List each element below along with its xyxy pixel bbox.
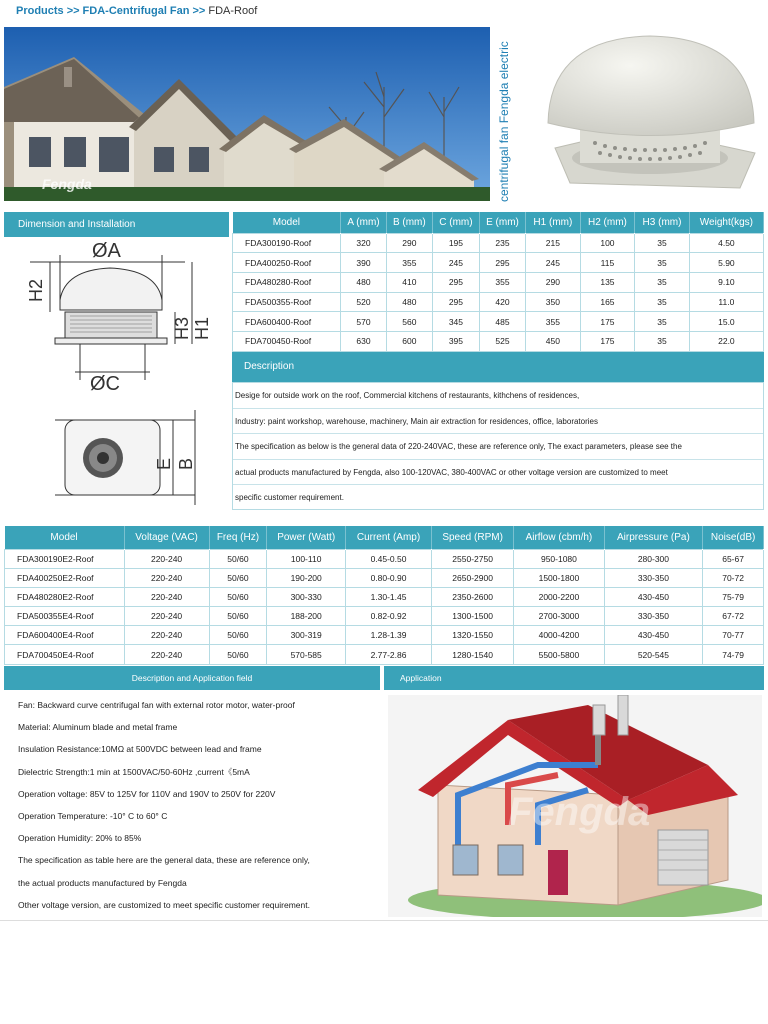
table-cell: 50/60: [209, 645, 267, 664]
table-cell: 2650-2900: [432, 568, 514, 587]
table-cell: 65-67: [703, 549, 764, 568]
table-cell: FDA500355-Roof: [233, 292, 341, 312]
table-cell: 355: [386, 253, 432, 273]
table-cell: 50/60: [209, 587, 267, 606]
table-cell: 0.45-0.50: [346, 549, 432, 568]
table-cell: 175: [580, 312, 635, 332]
table-cell: 75-79: [703, 587, 764, 606]
table-cell: 2700-3000: [514, 607, 604, 626]
table-cell: 5500-5800: [514, 645, 604, 664]
table-cell: 35: [635, 331, 690, 351]
table-cell: 355: [526, 312, 581, 332]
table-cell: 485: [479, 312, 525, 332]
table-cell: 320: [341, 233, 386, 253]
table-cell: 430-450: [604, 587, 703, 606]
table-cell: 2000-2200: [514, 587, 604, 606]
table-cell: 35: [635, 253, 690, 273]
specifications-table-header: [5, 526, 764, 549]
description-box: [232, 382, 764, 510]
table-cell: 1280-1540: [432, 645, 514, 664]
table-cell: 410: [386, 272, 432, 292]
table-cell: 35: [635, 312, 690, 332]
spec-column-header: Model: [5, 526, 125, 549]
table-cell: 9.10: [689, 272, 763, 292]
banner-logo-text: Fengda: [42, 176, 92, 192]
dimension-installation-header: Dimension and Installation: [4, 212, 229, 237]
application-house-illustration: [388, 695, 762, 917]
feature-item: the actual products manufactured by Fengda: [18, 877, 187, 888]
table-cell: 35: [635, 272, 690, 292]
table-cell: 22.0: [689, 331, 763, 351]
table-cell: 15.0: [689, 312, 763, 332]
feature-item: Fan: Backward curve centrifugal fan with external rotor motor, water-proof: [18, 700, 295, 710]
table-cell: 600: [386, 331, 432, 351]
feature-item: Operation voltage: 85V to 125V for 110V and 190V to 250V for 220V: [18, 788, 276, 799]
dimensions-table-header: [233, 212, 764, 233]
table-row: [233, 253, 764, 273]
description-application-header: Description and Application field: [4, 666, 380, 690]
table-cell: 345: [432, 312, 479, 332]
table-cell: 420: [479, 292, 525, 312]
spec-column-header: Power (Watt): [267, 526, 346, 549]
table-cell: 570: [341, 312, 386, 332]
table-cell: 295: [432, 272, 479, 292]
table-cell: 50/60: [209, 607, 267, 626]
table-cell: 290: [386, 233, 432, 253]
table-cell: 1.30-1.45: [346, 587, 432, 606]
table-cell: 220-240: [124, 607, 209, 626]
spec-column-header: Noise(dB): [703, 526, 764, 549]
feature-item: Other voltage version, are customized to meet specific customer requirement.: [18, 899, 310, 910]
table-row: [5, 645, 764, 664]
top-view-drawing: [45, 400, 220, 510]
table-cell: 220-240: [124, 587, 209, 606]
table-cell: 245: [432, 253, 479, 273]
table-cell: 100: [580, 233, 635, 253]
description-line: Industry: paint workshop, warehouse, machinery, Main air extraction for residences, office, laboratories: [233, 409, 763, 435]
dims-column-header: E (mm): [479, 212, 525, 233]
table-cell: 5.90: [689, 253, 763, 273]
table-cell: 390: [341, 253, 386, 273]
table-cell: 70-72: [703, 568, 764, 587]
feature-item: Insulation Resistance:10MΩ at 500VDC between lead and frame: [18, 744, 262, 755]
dims-column-header: Weight(kgs): [689, 212, 763, 233]
breadcrumb: [16, 5, 257, 17]
table-cell: 355: [479, 272, 525, 292]
table-cell: 450: [526, 331, 581, 351]
table-cell: 35: [635, 292, 690, 312]
table-row: [5, 626, 764, 645]
table-cell: FDA400250-Roof: [233, 253, 341, 273]
feature-item: The specification as table here are the general data, these are reference only,: [18, 855, 310, 866]
dims-column-header: C (mm): [432, 212, 479, 233]
label-b: B: [176, 457, 196, 470]
table-cell: 0.80-0.90: [346, 568, 432, 587]
table-cell: FDA600400-Roof: [233, 312, 341, 332]
table-cell: 245: [526, 253, 581, 273]
table-cell: 4000-4200: [514, 626, 604, 645]
table-cell: 520-545: [604, 645, 703, 664]
table-cell: 220-240: [124, 626, 209, 645]
table-cell: 35: [635, 233, 690, 253]
table-cell: 330-350: [604, 568, 703, 587]
table-cell: FDA600400E4-Roof: [5, 626, 125, 645]
table-cell: 1300-1500: [432, 607, 514, 626]
table-cell: FDA300190-Roof: [233, 233, 341, 253]
label-e: E: [154, 457, 174, 470]
table-cell: 220-240: [124, 549, 209, 568]
table-cell: 67-72: [703, 607, 764, 626]
table-cell: 480: [341, 272, 386, 292]
spec-column-header: Freq (Hz): [209, 526, 267, 549]
vertical-brand-text: centrifugal fan Fengda electric: [497, 41, 511, 202]
breadcrumb-separator: >>: [66, 5, 80, 17]
table-row: [5, 607, 764, 626]
table-cell: 290: [526, 272, 581, 292]
table-cell: 74-79: [703, 645, 764, 664]
table-cell: 190-200: [267, 568, 346, 587]
spec-column-header: Voltage (VAC): [124, 526, 209, 549]
table-cell: 2350-2600: [432, 587, 514, 606]
dimensions-table: [232, 212, 764, 352]
table-cell: 630: [341, 331, 386, 351]
table-cell: FDA500355E4-Roof: [5, 607, 125, 626]
table-cell: 430-450: [604, 626, 703, 645]
table-row: [5, 568, 764, 587]
table-cell: 220-240: [124, 568, 209, 587]
spec-column-header: Airpressure (Pa): [604, 526, 703, 549]
table-cell: 520: [341, 292, 386, 312]
description-line: Desige for outside work on the roof, Commercial kitchens of restaurants, kithchens of residences,: [233, 383, 763, 409]
table-cell: 950-1080: [514, 549, 604, 568]
spec-column-header: Speed (RPM): [432, 526, 514, 549]
table-row: [5, 549, 764, 568]
table-cell: 70-77: [703, 626, 764, 645]
table-cell: 480: [386, 292, 432, 312]
table-cell: 50/60: [209, 568, 267, 587]
table-cell: 165: [580, 292, 635, 312]
table-cell: 50/60: [209, 549, 267, 568]
table-cell: 2550-2750: [432, 549, 514, 568]
table-cell: 2.77-2.86: [346, 645, 432, 664]
description-header: Description: [232, 352, 764, 382]
application-header: Application: [384, 666, 764, 690]
table-cell: 100-110: [267, 549, 346, 568]
table-cell: 1320-1550: [432, 626, 514, 645]
table-cell: 235: [479, 233, 525, 253]
table-cell: 300-330: [267, 587, 346, 606]
table-row: [5, 587, 764, 606]
breadcrumb-link-products[interactable]: Products: [16, 5, 64, 17]
table-cell: 395: [432, 331, 479, 351]
bottom-divider: [0, 920, 768, 921]
feature-list: [18, 694, 378, 916]
table-cell: 215: [526, 233, 581, 253]
side-view-drawing: [20, 240, 220, 395]
table-cell: 295: [479, 253, 525, 273]
table-cell: FDA400250E2-Roof: [5, 568, 125, 587]
table-cell: 50/60: [209, 626, 267, 645]
table-cell: 570-585: [267, 645, 346, 664]
table-cell: 295: [432, 292, 479, 312]
table-row: [233, 292, 764, 312]
banner-houses-photo: [4, 27, 490, 201]
table-cell: FDA480280-Roof: [233, 272, 341, 292]
table-cell: 11.0: [689, 292, 763, 312]
feature-item: Operation Temperature: -10° C to 60° C: [18, 810, 168, 821]
table-row: [233, 233, 764, 253]
feature-item: Operation Humidity: 20% to 85%: [18, 833, 142, 844]
description-line: actual products manufactured by Fengda, also 100-120VAC, 380-400VAC or other voltage version are customized to meet: [233, 460, 763, 486]
spec-column-header: Current (Amp): [346, 526, 432, 549]
table-cell: 280-300: [604, 549, 703, 568]
table-cell: FDA480280E2-Roof: [5, 587, 125, 606]
table-cell: 175: [580, 331, 635, 351]
table-cell: 0.82-0.92: [346, 607, 432, 626]
feature-item: Dielectric Strength:1 min at 1500VAC/50-60Hz ,current《5mA: [18, 766, 250, 777]
breadcrumb-current: FDA-Roof: [208, 5, 258, 17]
table-cell: 1500-1800: [514, 568, 604, 587]
table-cell: FDA700450E4-Roof: [5, 645, 125, 664]
spec-column-header: Airflow (cbm/h): [514, 526, 604, 549]
description-line: specific customer requirement.: [235, 493, 344, 503]
table-cell: 188-200: [267, 607, 346, 626]
table-cell: 4.50: [689, 233, 763, 253]
table-row: [233, 312, 764, 332]
table-cell: 220-240: [124, 645, 209, 664]
dims-column-header: H2 (mm): [580, 212, 635, 233]
table-cell: FDA700450-Roof: [233, 331, 341, 351]
table-cell: 115: [580, 253, 635, 273]
dims-column-header: Model: [233, 212, 341, 233]
table-cell: FDA300190E2-Roof: [5, 549, 125, 568]
label-h3: H3: [172, 316, 192, 340]
product-photo-roof-fan: [540, 28, 762, 198]
label-diameter-c: ØC: [90, 373, 120, 395]
description-line: The specification as below is the general data of 220-240VAC, these are reference only, The exact parameters, please see the: [233, 434, 763, 460]
application-watermark: Fengda: [508, 790, 651, 834]
table-cell: 195: [432, 233, 479, 253]
label-diameter-a: ØA: [92, 240, 121, 262]
table-cell: 560: [386, 312, 432, 332]
table-row: [233, 331, 764, 351]
breadcrumb-link-fda-centrifugal-fan[interactable]: FDA-Centrifugal Fan: [82, 5, 190, 17]
dims-column-header: H3 (mm): [635, 212, 690, 233]
feature-item: Material: Aluminum blade and metal frame: [18, 722, 178, 733]
label-h1: H1: [192, 316, 212, 340]
specifications-table: [4, 526, 764, 665]
dims-column-header: B (mm): [386, 212, 432, 233]
table-cell: 330-350: [604, 607, 703, 626]
table-cell: 525: [479, 331, 525, 351]
table-cell: 135: [580, 272, 635, 292]
dims-column-header: A (mm): [341, 212, 386, 233]
dims-column-header: H1 (mm): [526, 212, 581, 233]
label-h2: H2: [26, 278, 46, 302]
table-cell: 300-319: [267, 626, 346, 645]
table-cell: 1.28-1.39: [346, 626, 432, 645]
table-row: [233, 272, 764, 292]
breadcrumb-separator: >>: [192, 5, 206, 17]
table-cell: 350: [526, 292, 581, 312]
